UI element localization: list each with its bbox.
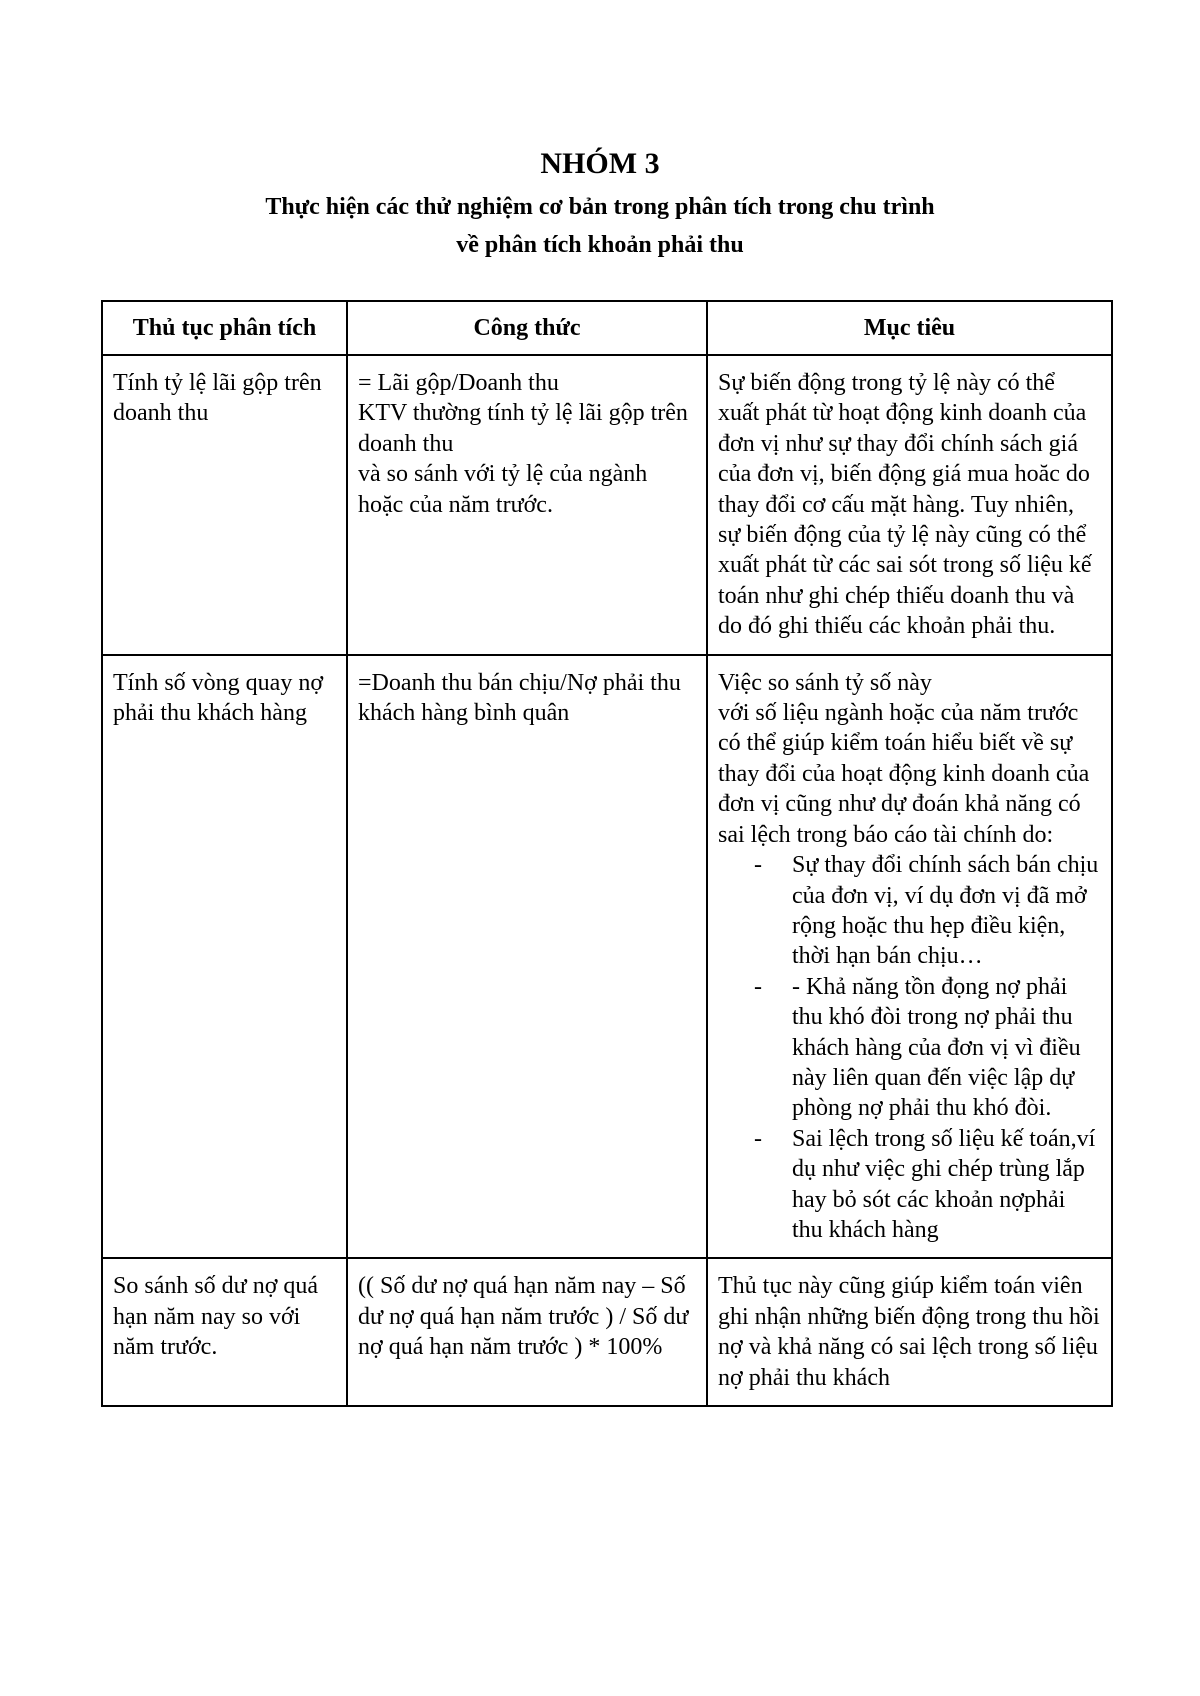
- list-item: [754, 1124, 1101, 1246]
- bullet-text: Sự thay đổi chính sách bán chịu của đơn vị, ví dụ đơn vị đã mở rộng hoặc thu hẹp điều kiện, thời hạn bán chịu…: [792, 852, 1099, 970]
- procedure-cell: So sánh số dư nợ quá hạn năm nay so với năm trước.: [102, 1258, 347, 1406]
- objective-cell: Sự biến động trong tỷ lệ này có thể xuất phát từ hoạt động kinh doanh của đơn vị như sự thay đổi chính sách giá của đơn vị, biến động giá mua hoăc do thay đổi cơ cấu mặt hàng. Tuy nhiên, sự biến động của tỷ lệ này cũng có thể xuất phát từ các sai sót trong số liệu kế toán như ghi chép thiếu doanh thu và do đó ghi thiếu các khoản phải thu.: [707, 355, 1112, 655]
- analysis-table: [101, 300, 1113, 1407]
- bullet-marker: -: [754, 852, 762, 879]
- subtitle-line: Thực hiện các thử nghiệm cơ bản trong phân tích trong chu trình: [265, 194, 935, 220]
- objective-line: Việc so sánh tỷ số này: [718, 669, 932, 696]
- document-title: NHÓM 3: [540, 147, 660, 180]
- procedure-cell: Tính số vòng quay nợ phải thu khách hàng: [102, 655, 347, 1259]
- objective-bullet-list: [718, 850, 1101, 1245]
- list-item: [754, 850, 1101, 972]
- column-header-formula: Công thức: [347, 301, 707, 355]
- table-row: [102, 1258, 1112, 1406]
- formula-line: =Doanh thu bán chịu/Nợ phải thu khách hàng bình quân: [358, 669, 681, 727]
- formula-cell: [347, 655, 707, 1259]
- list-item: [754, 972, 1101, 1124]
- bullet-text: Sai lệch trong số liệu kế toán,ví dụ như việc ghi chép trùng lắp hay bỏ sót các khoản nợphải thu khách hàng: [792, 1125, 1096, 1243]
- column-header-procedure: Thủ tục phân tích: [102, 301, 347, 355]
- document-subtitle: [0, 188, 1200, 264]
- formula-line: và so sánh với tỷ lệ của ngành hoặc của năm trước.: [358, 461, 648, 518]
- formula-line: = Lãi gộp/Doanh thu: [358, 370, 559, 396]
- formula-line: KTV thường tính tỷ lệ lãi gộp trên doanh thu: [358, 400, 688, 457]
- formula-cell: [347, 355, 707, 655]
- procedure-cell: Tính tỷ lệ lãi gộp trên doanh thu: [102, 355, 347, 655]
- subtitle-line: về phân tích khoản phải thu: [456, 232, 744, 258]
- formula-line: (( Số dư nợ quá hạn năm nay – Số dư nợ quá hạn năm trước ) / Số dư nợ quá hạn năm trước ) * 100%: [358, 1273, 689, 1361]
- table-row: [102, 355, 1112, 655]
- bullet-marker: -: [754, 973, 762, 1000]
- objective-cell: [707, 655, 1112, 1259]
- column-header-objective: Mục tiêu: [707, 301, 1112, 355]
- objective-line: với số liệu ngành hoặc của năm trước có thể giúp kiểm toán hiểu biết về sự thay đổi của hoạt động kinh doanh của đơn vị cũng như dự đoán khả năng có sai lệch trong báo cáo tài chính do:: [718, 700, 1090, 848]
- bullet-text: - Khả năng tồn đọng nợ phải thu khó đòi trong nợ phải thu khách hàng của đơn vị vì điều này liên quan đến việc lập dự phòng nợ phải thu khó đòi.: [792, 973, 1081, 1122]
- table-header-row: [102, 301, 1112, 355]
- objective-cell: Thủ tục này cũng giúp kiểm toán viên ghi nhận những biến động trong thu hồi nợ và khả năng có sai lệch trong số liệu nợ phải thu khách: [707, 1258, 1112, 1406]
- bullet-marker: -: [754, 1125, 762, 1152]
- formula-cell: [347, 1258, 707, 1406]
- table-row: [102, 655, 1112, 1259]
